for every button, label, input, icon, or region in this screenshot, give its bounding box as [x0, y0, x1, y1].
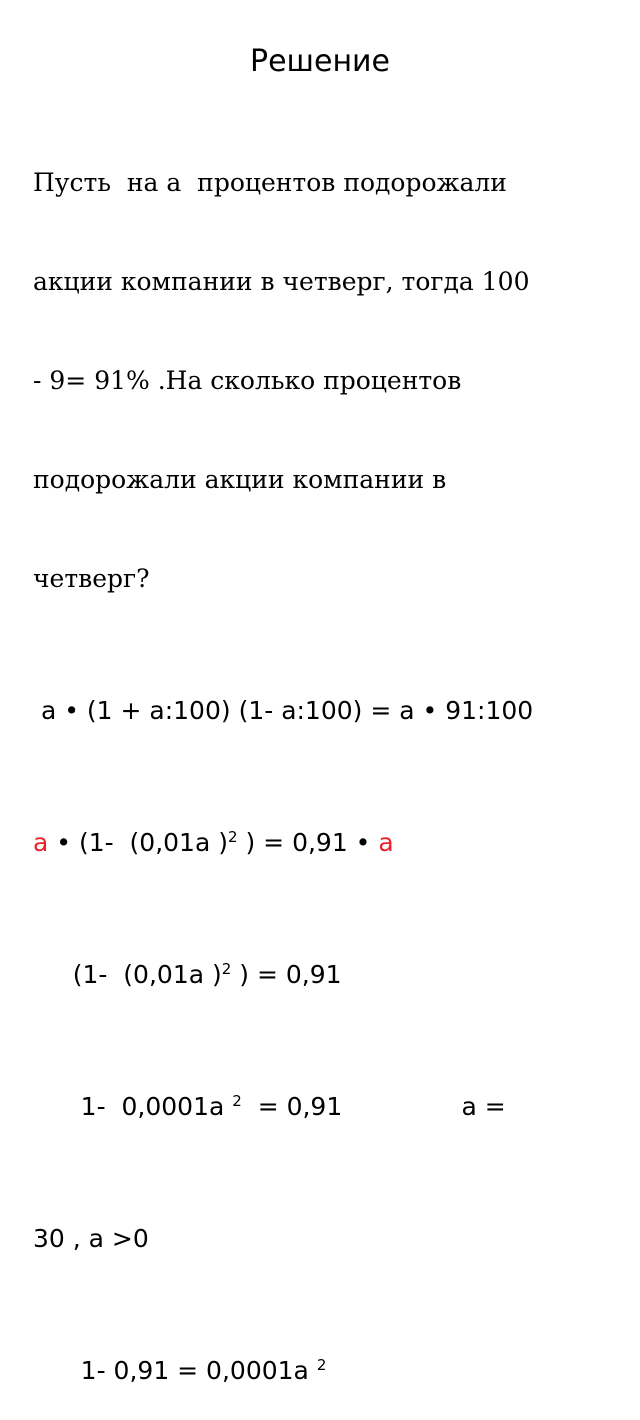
equation-4-lead: 1- 0,0001а	[33, 1092, 233, 1121]
equation-line-5: 30 , а >0	[33, 1224, 149, 1253]
variable-a-left: а	[33, 828, 49, 857]
exponent-2: 2	[227, 828, 238, 846]
equation-line-2	[33, 826, 533, 859]
exponent-4: 2	[232, 1092, 242, 1110]
equation-2-tail: ) = 0,91 •	[237, 828, 379, 857]
slide-title: Решение	[249, 44, 391, 79]
paragraph-line-4: подорожали акции компании в	[33, 465, 447, 494]
equation-line-4	[33, 1090, 533, 1123]
equation-2-middle: • (1- (0,01а )	[48, 828, 228, 857]
equation-line-1: а • (1 + а:100) (1- а:100) = а • 91:100	[33, 696, 534, 725]
equation-line-6	[33, 1354, 533, 1387]
paragraph-line-5: четверг?	[33, 564, 150, 593]
variable-a-right: а	[378, 828, 394, 857]
equation-line-3	[33, 958, 533, 991]
paragraph-line-3: - 9= 91% .На сколько процентов	[33, 366, 462, 395]
paragraph-line-2: акции компании в четверг, тогда 100	[33, 267, 530, 296]
equation-4-tail: = 0,91 а =	[241, 1092, 506, 1121]
equation-3-tail: ) = 0,91	[231, 960, 342, 989]
exponent-3: 2	[221, 960, 232, 978]
solution-text	[33, 100, 533, 1420]
paragraph-line-1: Пусть на а процентов подорожали	[33, 168, 507, 197]
exponent-6: 2	[316, 1356, 327, 1374]
equation-3-lead: (1- (0,01а )	[33, 960, 222, 989]
equation-6-lead: 1- 0,91 = 0,0001а	[33, 1356, 317, 1385]
